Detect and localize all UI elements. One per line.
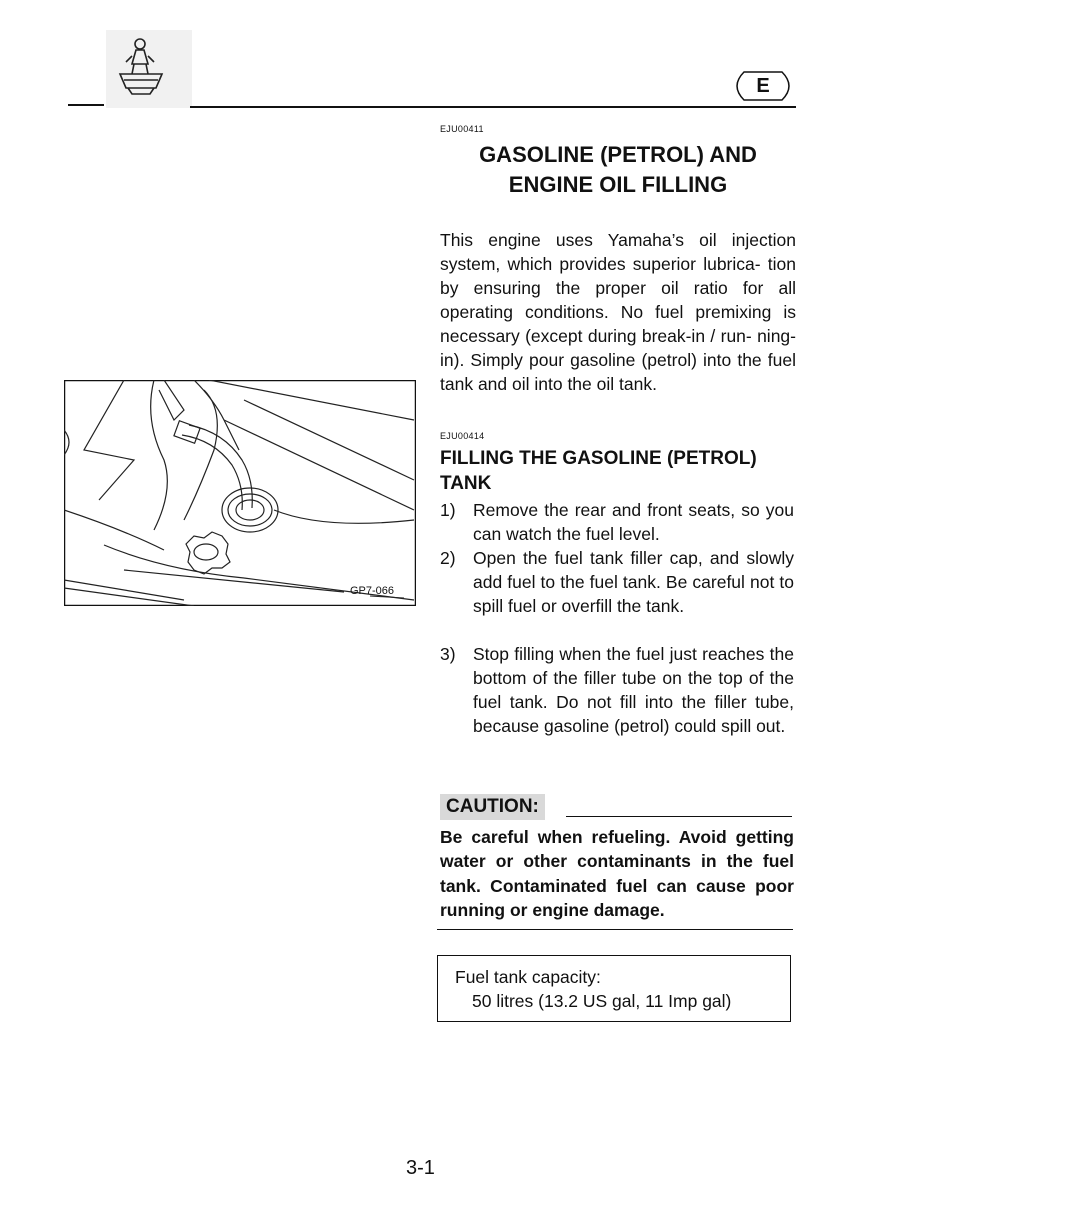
caution-text: Be careful when refueling. Avoid getting water or other contaminants in the fuel tank. Contaminated fuel can cause poor running or engine damage. [440,827,794,920]
watercraft-rider-icon [106,30,192,108]
section-code: EJU00411 [440,124,484,134]
page-number: 3-1 [406,1157,435,1179]
caution-rule [566,816,792,817]
step-number: 2) [440,548,456,568]
step-text: Remove the rear and front seats, so you can watch the fuel level. [473,500,794,544]
spec-value: 50 litres (13.2 US gal, 11 Imp gal) [472,991,732,1011]
fuel-filler-illustration [64,380,416,606]
header-rule [190,106,796,108]
spec-label: Fuel tank capacity: [455,967,601,987]
intro-paragraph: This engine uses Yamaha’s oil injection system, which provides superior lubrica- tion by ensuring the proper oil ratio for all operating conditions. No fuel premixing is necessary (except during break-in / run- ning-in). Simply pour gasoline (petrol) into the fuel tank and oil into the oil tank. [440,230,796,394]
step-text: Stop filling when the fuel just reaches the bottom of the filler tube on the top of the fuel tank. Do not fill into the filler tube, because gasoline (petrol) could spill out. [473,644,794,736]
step-number: 3) [440,644,456,664]
subsection-title [440,446,796,496]
subsection-title-line-2: TANK [440,473,492,494]
page-title [440,140,796,200]
caution-label: CAUTION: [440,794,545,820]
header-rule-left [68,104,104,106]
step-text: Open the fuel tank filler cap, and slowly add fuel to the fuel tank. Be careful not to spill fuel or overfill the tank. [473,548,794,616]
page-title-line-2: ENGINE OIL FILLING [508,172,728,197]
page-title-line-1: GASOLINE (PETROL) AND [479,142,757,167]
caution-end-rule [437,929,793,930]
subsection-code: EJU00414 [440,431,485,441]
figure-code: GP7-066 [350,585,395,597]
step-number: 1) [440,500,456,520]
language-badge: E [756,75,770,97]
subsection-title-line-1: FILLING THE GASOLINE (PETROL) [440,448,757,469]
